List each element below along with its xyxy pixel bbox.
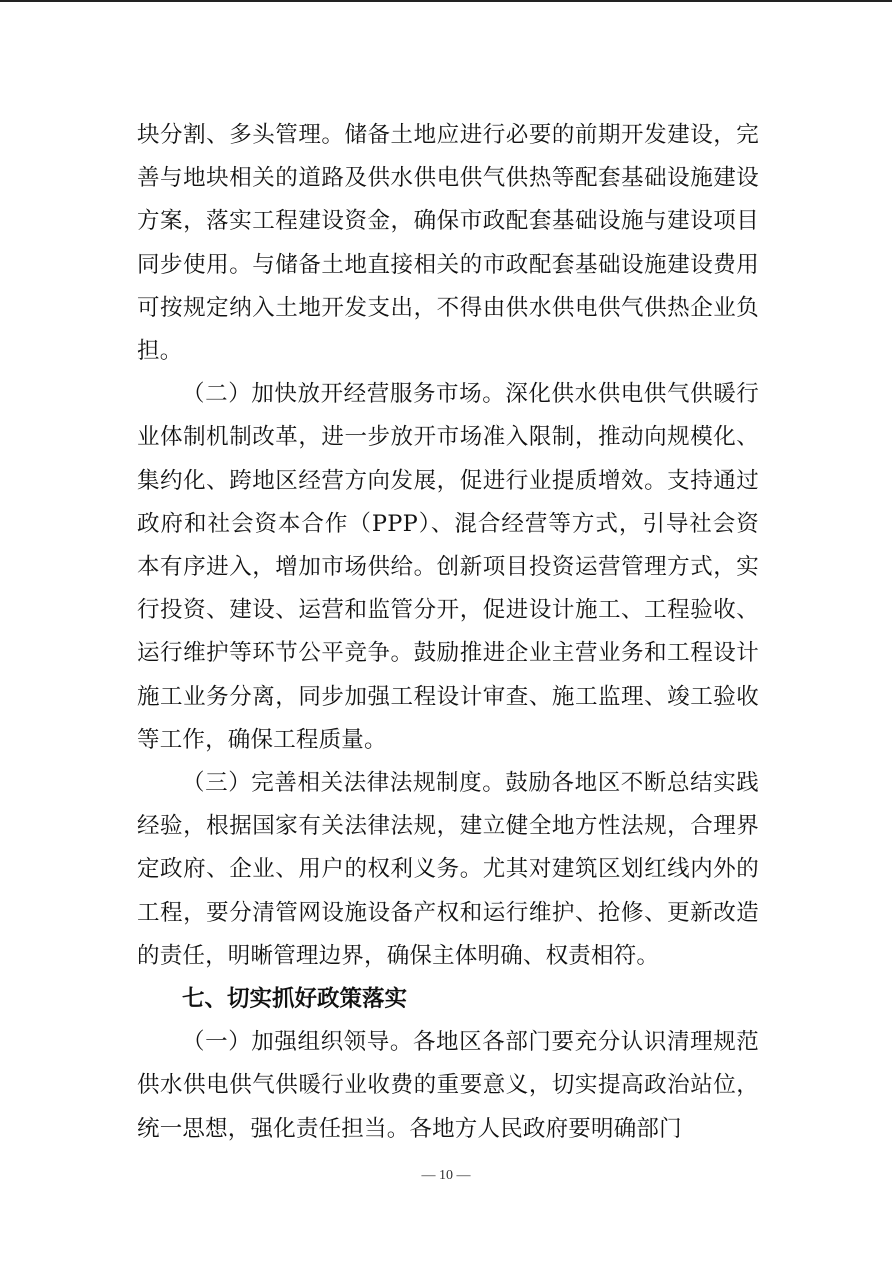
page-top-border: [0, 0, 892, 2]
paragraph-legal-system: （三）完善相关法律法规制度。鼓励各地区不断总结实践经验，根据国家有关法律法规，建立健全地方性法规，合理界定政府、企业、用户的权利义务。尤其对建筑区划红线内外的工程，要分清管网设施设备产权和运行维护、抢修、更新改造的责任，明晰管理边界，确保主体明确、权责相符。: [137, 770, 759, 969]
paragraph-open-market: （二）加快放开经营服务市场。深化供水供电供气供暖行业体制机制改革，进一步放开市场准入限制，推动向规模化、集约化、跨地区经营方向发展，促进行业提质增效。支持通过政府和社会资本合作（PPP）、混合经营等方式，引导社会资本有序进入，增加市场供给。创新项目投资运营管理方式，实行投资、建设、运营和监管分开，促进设计施工、工程验收、运行维护等环节公平竞争。鼓励推进企业主营业务和工程设计施工业务分离，同步加强工程设计审查、施工监理、竣工验收等工作，确保工程质量。: [137, 381, 759, 753]
section-heading: 七、切实抓好政策落实: [182, 986, 408, 1013]
document-body: [137, 114, 759, 1151]
paragraph-organization: （一）加强组织领导。各地区各部门要充分认识清理规范供水供电供气供暖行业收费的重要意义，切实提高政治站位，统一思想，强化责任担当。各地方人民政府要明确部门: [137, 1029, 759, 1142]
paragraph-continuation: 块分割、多头管理。储备土地应进行必要的前期开发建设，完善与地块相关的道路及供水供电供气供热等配套基础设施建设方案，落实工程建设资金，确保市政配套基础设施与建设项目同步使用。与储备土地直接相关的市政配套基础设施建设费用可按规定纳入土地开发支出，不得由供水供电供气供热企业负担。: [137, 122, 759, 365]
page-number: — 10 —: [421, 1168, 471, 1183]
